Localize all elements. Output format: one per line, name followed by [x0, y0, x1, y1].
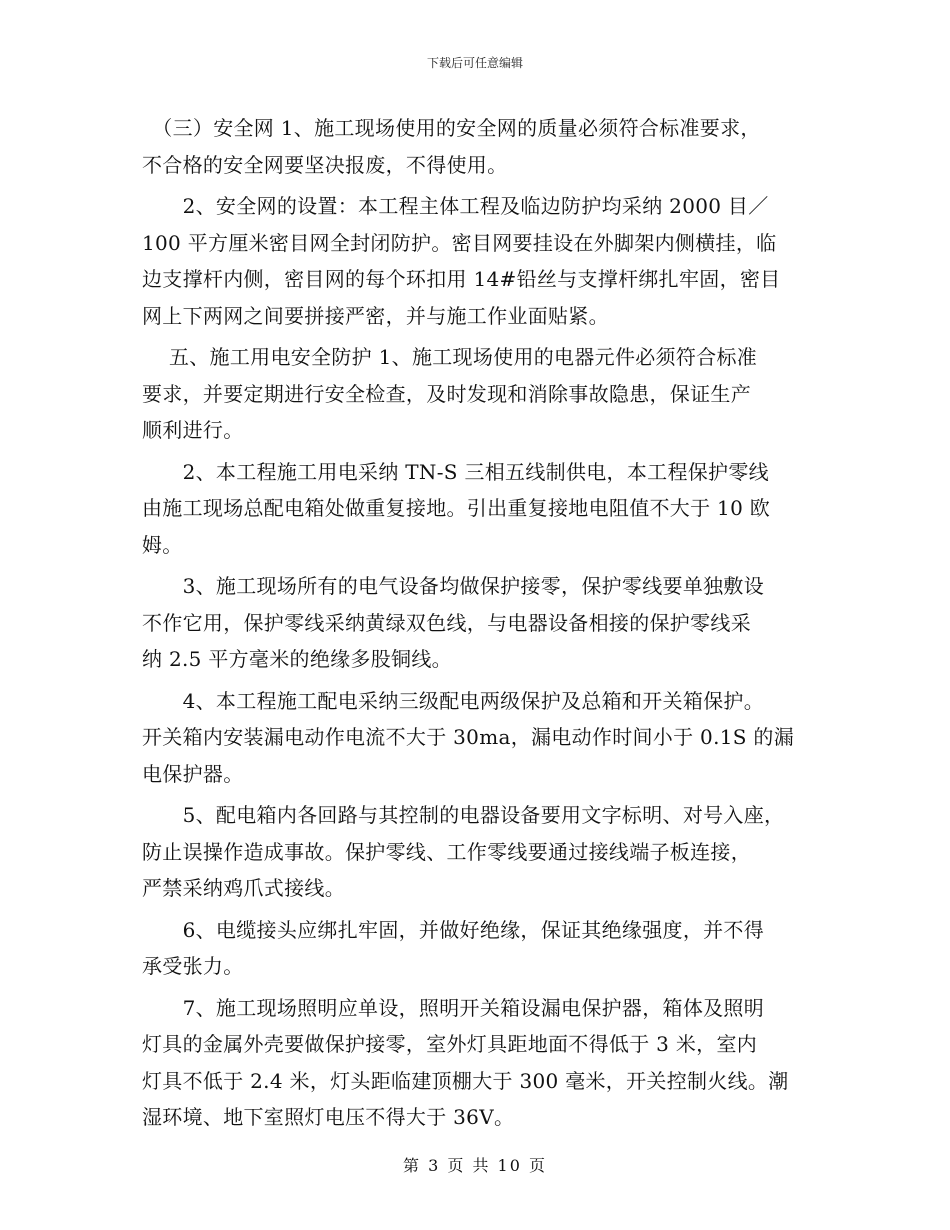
text-line: 7、施工现场照明应单设，照明开关箱设漏电保护器，箱体及照明 [142, 995, 765, 1020]
text-line: 2、安全网的设置：本工程主体工程及临边防护均采纳 2000 目／ [142, 194, 769, 218]
text-line: 网上下两网之间要拼接严密，并与施工作业面贴紧。 [142, 303, 609, 328]
text-line: 顺利进行。 [142, 418, 244, 442]
text-line: 电保护器。 [142, 761, 244, 786]
text-line: 6、电缆接头应绑扎牢固，并做好绝缘，保证其绝缘强度，并不得 [142, 917, 765, 942]
text-line: 湿环境、地下室照灯电压不得大于 36V。 [142, 1105, 515, 1129]
document-body [142, 110, 814, 1141]
text-line: 防止误操作造成事故。保护零线、工作零线要通过接线端子板连接， [142, 839, 751, 864]
text-line: 不合格的安全网要坚决报废，不得使用。 [142, 152, 508, 177]
paragraph-distribution [142, 683, 814, 793]
text-line: （三）安全网 1、施工现场使用的安全网的质量必须符合标准要求， [142, 116, 761, 140]
text-line: 五、施工用电安全防护 1、施工现场使用的电器元件必须符合标准 [142, 345, 758, 369]
paragraph-cable-joints [142, 912, 814, 985]
text-line: 边支撑杆内侧，密目网的每个环扣用 14#铅丝与支撑杆绑扎牢固，密目 [142, 267, 781, 291]
paragraph-distribution-box [142, 797, 814, 907]
text-line: 5、配电箱内各回路与其控制的电器设备要用文字标明、对号入座， [142, 803, 785, 827]
text-line: 姆。 [142, 532, 183, 557]
text-line: 灯具的金属外壳要做保护接零，室外灯具距地面不得低于 3 米，室内 [142, 1032, 758, 1056]
text-line: 要求，并要定期进行安全检查，及时发现和消除事故隐患，保证生产 [142, 381, 751, 406]
page-number-footer: 第 3 页 共 10 页 [403, 1156, 547, 1175]
text-line: 不作它用，保护零线采纳黄绿双色线，与电器设备相接的保护零线采 [142, 610, 751, 635]
text-line: 3、施工现场所有的电气设备均做保护接零，保护零线要单独敷设 [142, 574, 765, 598]
text-line: 开关箱内安装漏电动作电流不大于 30ma，漏电动作时间小于 0.1S 的漏 [142, 725, 795, 749]
text-line: 4、本工程施工配电采纳三级配电两级保护及总箱和开关箱保护。 [142, 688, 765, 713]
text-line: 由施工现场总配电箱处做重复接地。引出重复接地电阻值不大于 10 欧 [142, 496, 771, 520]
text-line: 纳 2.5 平方毫米的绝缘多股铜线。 [142, 647, 452, 671]
paragraph-safety-net-setup [142, 188, 814, 334]
paragraph-tns-system [142, 454, 814, 564]
paragraph-safety-net-intro [142, 110, 814, 183]
page-header: 下载后可任意编辑 [426, 56, 523, 70]
text-line: 100 平方厘米密目网全封闭防护。密目网要挂设在外脚架内侧横挂，临 [142, 230, 777, 255]
text-line: 灯具不低于 2.4 米，灯头距临建顶棚大于 300 毫米，开关控制火线。潮 [142, 1068, 789, 1093]
paragraph-grounding [142, 568, 814, 678]
text-line: 承受张力。 [142, 954, 244, 978]
text-line: 严禁采纳鸡爪式接线。 [142, 876, 345, 900]
paragraph-lighting [142, 990, 814, 1136]
text-line: 2、本工程施工用电采纳 TN-S 三相五线制供电，本工程保护零线 [142, 459, 769, 484]
paragraph-electrical-safety [142, 339, 814, 449]
